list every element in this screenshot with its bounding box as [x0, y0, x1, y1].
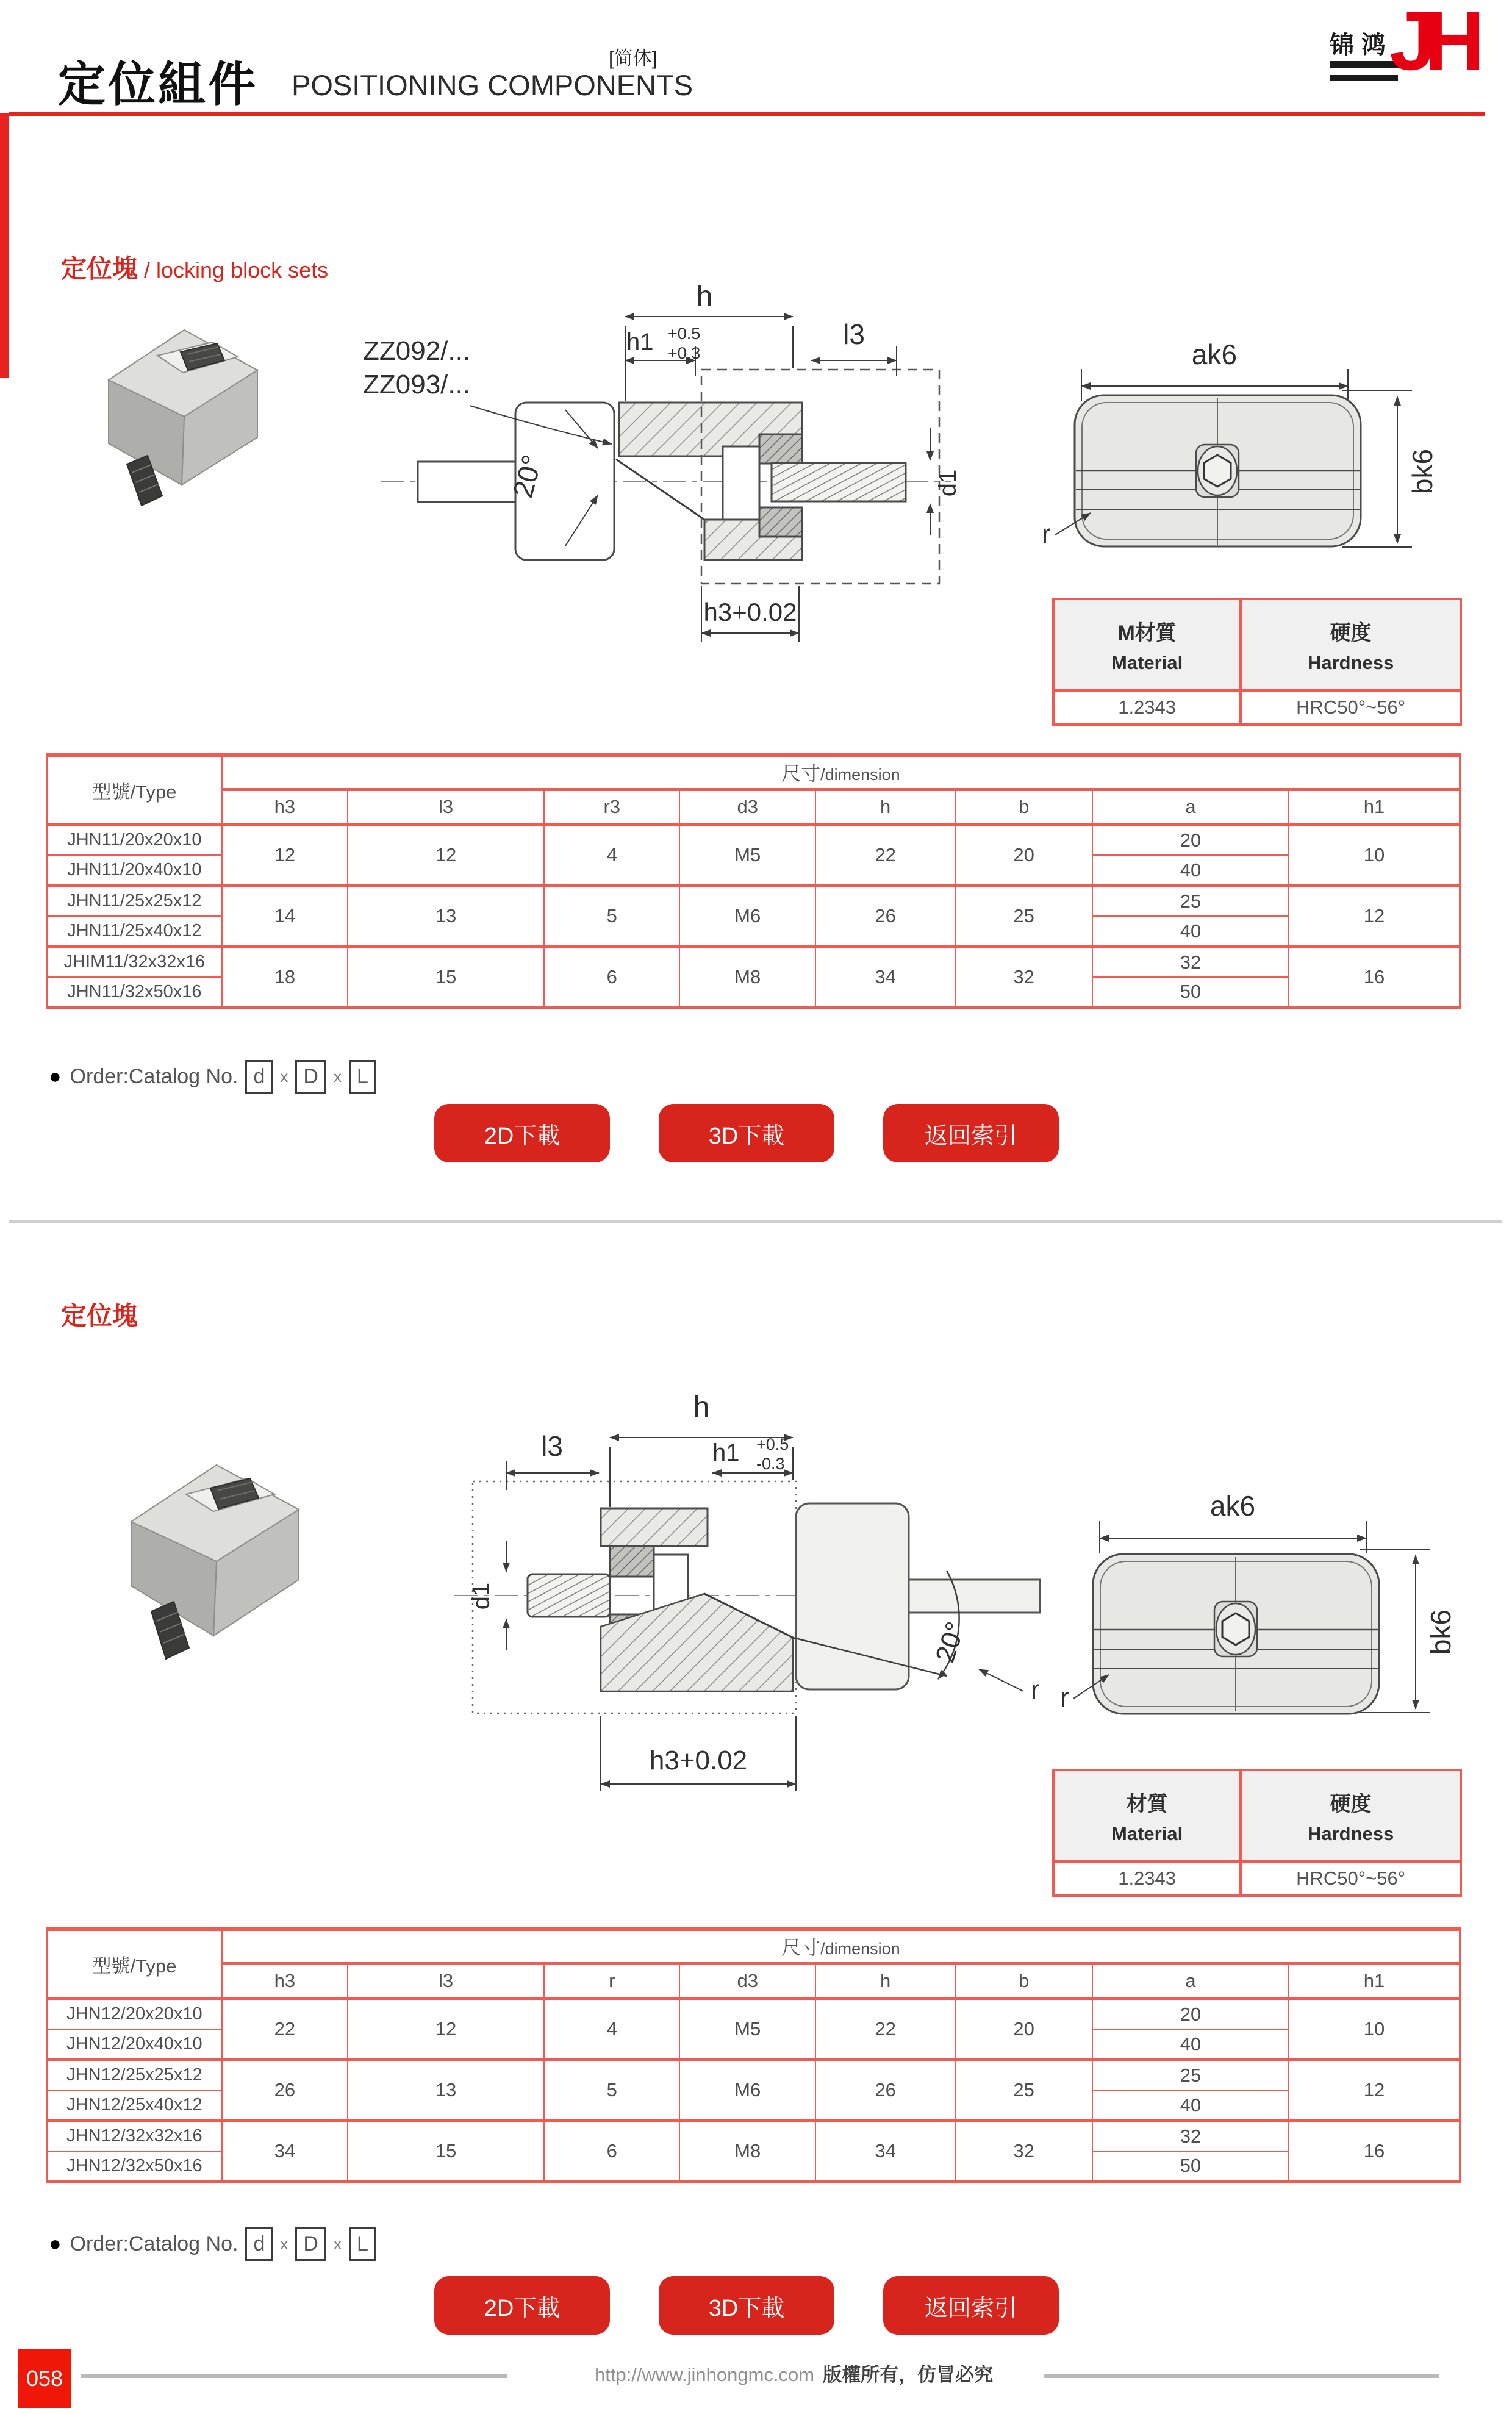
- bullet-icon: ●: [49, 1064, 62, 1088]
- col-r3: r3: [544, 789, 679, 825]
- h1-cell: 12: [1289, 886, 1460, 947]
- dim-h1-label: h1: [626, 329, 654, 356]
- a-cell: 40: [1092, 855, 1289, 886]
- type-cell: JHN12/20x40x10: [47, 2029, 222, 2060]
- order-catalog-line: [49, 2227, 384, 2261]
- logo-text: 锦鸿: [1330, 32, 1393, 59]
- col-l3: l3: [348, 1963, 544, 1999]
- section2-title: [61, 1296, 138, 1333]
- hardness-header-en: Hardness: [1307, 1822, 1394, 1844]
- type-cell: JHN11/25x25x12: [47, 886, 222, 916]
- download-2d-button[interactable]: 2D下載: [434, 1104, 610, 1162]
- logo-bar: [1330, 75, 1398, 81]
- h3-cell: 18: [222, 947, 348, 1008]
- order-label: Order:Catalog No.: [70, 2232, 238, 2255]
- b-cell: 32: [955, 2121, 1092, 2182]
- dim-ak6-label: ak6: [1209, 1490, 1256, 1522]
- col-h: h: [815, 1963, 955, 1999]
- h1-cell: 16: [1289, 947, 1460, 1008]
- h3-cell: 34: [222, 2121, 348, 2182]
- a-cell: 50: [1092, 977, 1289, 1008]
- hardness-header: [1241, 599, 1461, 690]
- page-number-badge: 058: [18, 2349, 71, 2408]
- material-table: [1052, 1769, 1462, 1897]
- left-accent-bar: [0, 113, 9, 378]
- cross-section-drawing: [427, 1381, 1073, 1821]
- dim-l3-label: l3: [541, 1430, 563, 1462]
- dimension-table-2: [46, 1927, 1461, 2183]
- dim-d1-label: d1: [468, 1582, 495, 1610]
- a-cell: 50: [1092, 2151, 1289, 2182]
- callout-zz093: ZZ093/...: [363, 370, 471, 399]
- table-row: [47, 886, 1460, 916]
- dim-r-label: r: [1060, 1683, 1069, 1713]
- hardness-header: [1241, 1770, 1461, 1861]
- material-header: [1053, 1770, 1241, 1861]
- dimension-header-zh: 尺寸: [781, 762, 821, 785]
- h-cell: 22: [815, 825, 955, 886]
- product-photo: [55, 284, 293, 525]
- dim-h1-tol-up: +0.5: [668, 324, 701, 343]
- download-3d-button[interactable]: 3D下載: [659, 2276, 834, 2335]
- dim-h1-label: h1: [712, 1439, 740, 1466]
- dim-h-label: h: [696, 281, 713, 313]
- l3-cell: 15: [348, 947, 544, 1008]
- col-r: r: [544, 1963, 679, 1999]
- cross-section-drawing: [339, 268, 967, 646]
- top-view-drawing: [1031, 1482, 1470, 1769]
- a-cell: 32: [1092, 2121, 1289, 2151]
- b-cell: 25: [955, 2060, 1092, 2121]
- order-box-D: D: [295, 1060, 326, 1094]
- order-catalog-line: [49, 1060, 384, 1094]
- dim-angle-label: 20°: [930, 1618, 971, 1666]
- type-cell: JHN11/25x40x12: [47, 916, 222, 947]
- section-divider: [9, 1220, 1502, 1223]
- h3-cell: 12: [222, 825, 348, 886]
- dim-h1-tol-dn: +0.3: [668, 344, 701, 362]
- footer-rule-right: [1044, 2374, 1439, 2378]
- h-cell: 22: [815, 1999, 955, 2060]
- a-cell: 40: [1092, 2029, 1289, 2060]
- h3-cell: 26: [222, 2060, 348, 2121]
- dim-h3-label: h3+0.02: [649, 1746, 748, 1775]
- d3-cell: M5: [679, 825, 815, 886]
- material-table: [1052, 598, 1462, 726]
- dim-angle-label: 20°: [506, 451, 548, 501]
- back-to-index-button[interactable]: 返回索引: [883, 2276, 1059, 2335]
- type-column-header: 型號/Type: [47, 1929, 222, 1999]
- dimension-header-zh: 尺寸: [781, 1936, 821, 1959]
- section2-title-zh: 定位塊: [61, 1302, 138, 1330]
- material-header-en: Material: [1111, 651, 1183, 673]
- col-b: b: [955, 1963, 1092, 1999]
- dim-h1-tol-up: +0.5: [756, 1435, 789, 1453]
- dimension-table-1: [46, 753, 1461, 1009]
- table-row: [47, 2121, 1460, 2151]
- page-title-en: POSITIONING COMPONENTS: [292, 69, 693, 101]
- dim-h3-label: h3+0.02: [703, 598, 797, 626]
- type-cell: JHN11/32x50x16: [47, 977, 222, 1008]
- order-box-L: L: [349, 1060, 376, 1094]
- dim-ak6-label: ak6: [1191, 338, 1238, 370]
- col-l3: l3: [348, 789, 544, 825]
- dim-r-label: r: [1042, 519, 1051, 549]
- d3-cell: M5: [679, 1999, 815, 2060]
- type-cell: JHN12/25x40x12: [47, 2090, 222, 2121]
- r-cell: 5: [544, 2060, 679, 2121]
- col-a: a: [1092, 1963, 1289, 1999]
- a-cell: 25: [1092, 2060, 1289, 2090]
- col-d3: d3: [679, 789, 815, 825]
- dimension-header-en: /dimension: [820, 1939, 900, 1958]
- hardness-value: HRC50°~56°: [1241, 1861, 1461, 1896]
- a-cell: 20: [1092, 1999, 1289, 2029]
- h-cell: 26: [815, 2060, 955, 2121]
- col-h3: h3: [222, 789, 348, 825]
- dimension-header-en: /dimension: [820, 765, 900, 784]
- order-label: Order:Catalog No.: [70, 1064, 238, 1088]
- h1-cell: 16: [1289, 2121, 1460, 2182]
- b-cell: 25: [955, 886, 1092, 947]
- back-to-index-button[interactable]: 返回索引: [883, 1104, 1059, 1162]
- order-box-d: d: [245, 1060, 273, 1094]
- dimension-column-header: [222, 1929, 1460, 1963]
- material-value: 1.2343: [1053, 1861, 1241, 1896]
- product-photo: [73, 1397, 335, 1689]
- type-cell: JHN12/20x20x10: [47, 1999, 222, 2029]
- col-b: b: [955, 789, 1092, 825]
- material-header-zh: 材質: [1126, 1792, 1168, 1816]
- r-cell: 5: [544, 886, 679, 947]
- a-cell: 20: [1092, 825, 1289, 855]
- r-cell: 4: [544, 825, 679, 886]
- section1-title-zh: 定位塊: [61, 254, 138, 283]
- h3-cell: 14: [222, 886, 348, 947]
- l3-cell: 13: [348, 2060, 544, 2121]
- order-sep: x: [280, 2234, 288, 2253]
- b-cell: 32: [955, 947, 1092, 1008]
- col-h1: h1: [1289, 789, 1460, 825]
- r-cell: 6: [544, 947, 679, 1008]
- table-row: [47, 2060, 1460, 2090]
- a-cell: 32: [1092, 947, 1289, 977]
- b-cell: 20: [955, 1999, 1092, 2060]
- download-3d-button[interactable]: 3D下載: [659, 1104, 834, 1162]
- d3-cell: M8: [679, 2121, 815, 2182]
- table-row: [47, 1999, 1460, 2029]
- h-cell: 34: [815, 2121, 955, 2182]
- d3-cell: M8: [679, 947, 815, 1008]
- dim-r-label: r: [1031, 1675, 1040, 1705]
- col-d3: d3: [679, 1963, 815, 1999]
- material-value: 1.2343: [1053, 690, 1241, 725]
- top-view-drawing: [1012, 332, 1452, 601]
- page-title: 定位組件: [58, 57, 259, 111]
- table-row: [47, 947, 1460, 977]
- order-sep: x: [333, 2234, 342, 2253]
- dim-bk6-label: bk6: [1406, 448, 1438, 495]
- col-h: h: [815, 789, 955, 825]
- a-cell: 40: [1092, 2090, 1289, 2121]
- dim-l3-label: l3: [843, 318, 865, 350]
- b-cell: 20: [955, 825, 1092, 886]
- logo-jh-mark: JH: [1389, 0, 1473, 88]
- type-cell: JHN12/25x25x12: [47, 2060, 222, 2090]
- download-2d-button[interactable]: 2D下載: [434, 2276, 610, 2335]
- h1-cell: 10: [1289, 1999, 1460, 2060]
- order-box-D: D: [295, 2227, 326, 2261]
- company-logo: [1299, 0, 1482, 109]
- a-cell: 25: [1092, 886, 1289, 916]
- type-cell: JHIM11/32x32x16: [47, 947, 222, 977]
- type-column-header: 型號/Type: [47, 755, 222, 825]
- l3-cell: 15: [348, 2121, 544, 2182]
- dimension-column-header: [222, 755, 1460, 789]
- l3-cell: 13: [348, 886, 544, 947]
- callout-zz092: ZZ092/...: [363, 336, 471, 366]
- table-row: [47, 825, 1460, 855]
- d3-cell: M6: [679, 886, 815, 947]
- hardness-header-en: Hardness: [1307, 651, 1394, 673]
- h1-cell: 12: [1289, 2060, 1460, 2121]
- footer-rule-left: [81, 2374, 507, 2378]
- dim-h1-tol-dn: -0.3: [756, 1455, 785, 1473]
- footer-copy-text: 版權所有，仿冒必究: [823, 2364, 994, 2385]
- h-cell: 34: [815, 947, 955, 1008]
- bullet-icon: ●: [49, 2232, 62, 2255]
- footer-url: http://www.jinhongmc.com: [595, 2364, 815, 2385]
- hardness-header-zh: 硬度: [1330, 621, 1372, 645]
- dim-d1-label: d1: [934, 469, 961, 497]
- hardness-value: HRC50°~56°: [1241, 690, 1461, 725]
- l3-cell: 12: [348, 825, 544, 886]
- order-sep: x: [333, 1067, 342, 1086]
- material-header-zh: M材質: [1117, 621, 1177, 645]
- type-cell: JHN12/32x32x16: [47, 2121, 222, 2151]
- d3-cell: M6: [679, 2060, 815, 2121]
- lang-tag: [简体]: [609, 48, 657, 69]
- l3-cell: 12: [348, 1999, 544, 2060]
- order-box-L: L: [349, 2227, 376, 2261]
- section1-title-en: / locking block sets: [144, 257, 329, 282]
- col-h3: h3: [222, 1963, 348, 1999]
- col-h1: h1: [1289, 1963, 1460, 1999]
- dim-h-label: h: [693, 1391, 710, 1424]
- a-cell: 40: [1092, 916, 1289, 947]
- h-cell: 26: [815, 886, 955, 947]
- type-cell: JHN11/20x40x10: [47, 855, 222, 886]
- dim-bk6-label: bk6: [1425, 1609, 1456, 1655]
- h3-cell: 22: [222, 1999, 348, 2060]
- material-header-en: Material: [1111, 1822, 1183, 1844]
- header-rule: [9, 112, 1485, 116]
- section1-title: [61, 249, 328, 285]
- r-cell: 6: [544, 2121, 679, 2182]
- footer-copyright: [595, 2359, 993, 2387]
- type-cell: JHN11/20x20x10: [47, 825, 222, 855]
- material-header: [1053, 599, 1241, 690]
- hardness-header-zh: 硬度: [1330, 1792, 1372, 1816]
- r-cell: 4: [544, 1999, 679, 2060]
- h1-cell: 10: [1289, 825, 1460, 886]
- type-cell: JHN12/32x50x16: [47, 2151, 222, 2182]
- col-a: a: [1092, 789, 1289, 825]
- order-box-d: d: [245, 2227, 273, 2261]
- order-sep: x: [280, 1067, 288, 1086]
